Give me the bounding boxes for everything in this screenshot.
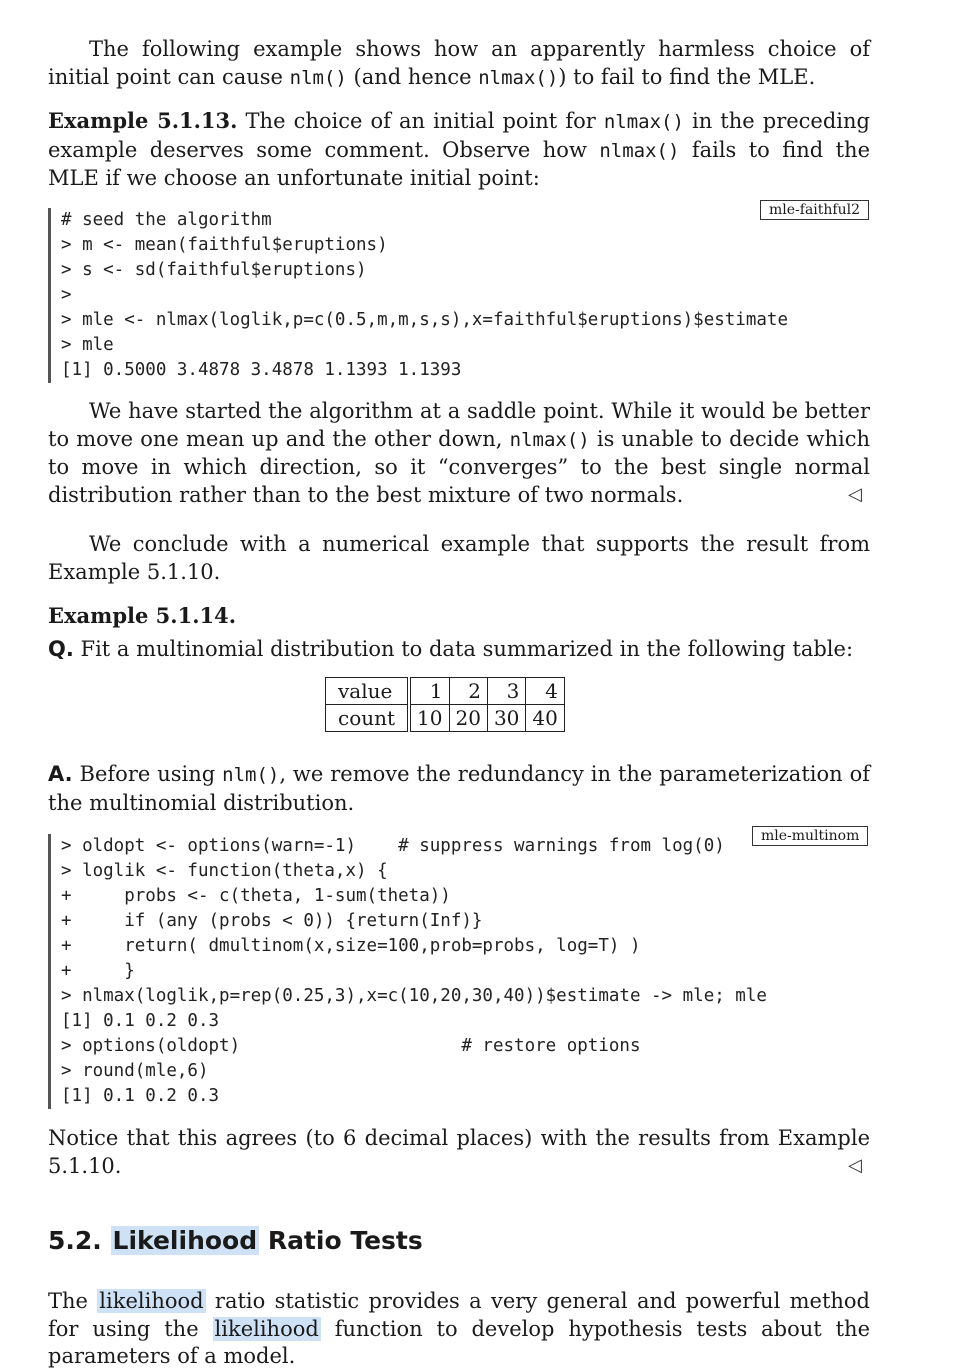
code-line: > mle [61,335,114,355]
code-nlmax: nlmax() [478,66,559,89]
text: The choice of an initial point for [237,109,604,133]
end-of-example-triangle-icon: ◁ [848,484,862,505]
code-line: [1] 0.5000 3.4878 3.4878 1.1393 1.1393 [61,360,462,380]
code-line: > oldopt <- options(warn=-1) # suppress warnings from log(0) [61,836,725,856]
code-line: + if (any (probs < 0)) {return(Inf)} [61,911,483,931]
code-line: > loglik <- function(theta,x) { [61,861,388,881]
table-cell: 2 [449,678,487,705]
text: is unable to decide which to move in which direction, so it “converges” to the best single normal distribution rather than to the best mixture of two normals. [48,426,870,507]
highlighted-term: likelihood [99,1289,204,1313]
section-number: 5.2. [48,1226,102,1255]
code-block-mle-multinom [48,834,767,1109]
answer-label: A. [48,762,73,786]
question [48,636,870,664]
code-block-mle-faithful2 [48,208,788,383]
table-cell: 3 [487,678,525,705]
code-nlmax: nlmax() [603,111,684,133]
text: The following example shows how an apparently harmless choice of initial point can cause [48,37,870,89]
table-cell: 10 [409,705,449,732]
code-nlm: nlm() [289,66,347,89]
text: We have started the algorithm at a saddle point. While it would be better to move one mean up and the other down, [48,399,870,451]
code-nlm: nlm() [222,764,280,786]
text: , we remove the redundancy in the parameterization of the multinomial distribution. [48,762,870,815]
table-cell: 20 [449,705,487,732]
highlighted-term: likelihood [214,1316,319,1341]
code-nlmax: nlmax() [509,428,590,451]
text: ) to fail to find the MLE. [558,64,816,89]
code-tag-mle-faithful2: mle-faithful2 [760,200,869,220]
code-tag-mle-multinom: mle-multinom [752,826,868,846]
code-line: # seed the algorithm [61,210,272,230]
code-line: + probs <- c(theta, 1-sum(theta)) [61,886,451,906]
code-line: > s <- sd(faithful$eruptions) [61,260,367,280]
code-nlmax: nlmax() [599,139,680,162]
code-line: + } [61,961,135,981]
code-line: > m <- mean(faithful$eruptions) [61,235,388,255]
text: Before using [72,762,223,786]
code-line: > options(oldopt) # restore options [61,1036,641,1056]
agreement-paragraph: Notice that this agrees (to 6 decimal places) with the results from Example 5.1.10. [48,1126,870,1178]
table-row [326,705,565,732]
table-cell: 4 [526,678,564,705]
table-row-label: value [326,678,410,705]
table-cell: 40 [526,705,564,732]
table-cell: 30 [487,705,525,732]
section-intro-paragraph [48,1288,870,1371]
table-row [326,678,565,705]
text: (and hence [346,64,479,89]
code-line: > [61,285,72,305]
question-label: Q. [48,637,74,661]
example-label: Example 5.1.13. [48,108,238,133]
text: in the preceding example deserves some comment. Observe how [48,109,870,162]
section-title: Ratio Tests [259,1226,423,1255]
text: The [48,1289,98,1313]
saddle-point-paragraph [48,398,870,509]
table-row-label: count [326,705,410,732]
code-line: > nlmax(loglik,p=rep(0.25,3),x=c(10,20,30,40))$estimate -> mle; mle [61,986,767,1006]
code-line: + return( dmultinom(x,size=100,prob=probs, log=T) ) [61,936,641,956]
text: ratio statistic provides a very general and powerful method for using the [48,1289,871,1341]
code-line: [1] 0.1 0.2 0.3 [61,1086,220,1106]
text: function to develop hypothesis tests about the parameters of a model. [48,1316,871,1368]
intro-paragraph [48,36,870,92]
example-5-1-13 [48,107,870,193]
example-5-1-14-label [48,602,236,631]
code-line: [1] 0.1 0.2 0.3 [61,1011,220,1031]
code-line: > round(mle,6) [61,1061,209,1081]
highlighted-term: Likelihood [112,1226,258,1255]
text: fails to find the MLE if we choose an unfortunate initial point: [48,137,870,190]
code-line: > mle <- nlmax(loglik,p=c(0.5,m,m,s,s),x=faithful$eruptions)$estimate [61,310,788,330]
answer [48,761,870,817]
section-heading [48,1226,423,1255]
multinomial-data-table [325,677,565,732]
table-cell: 1 [409,678,449,705]
text: Fit a multinomial distribution to data summarized in the following table: [73,637,854,661]
end-of-example-triangle-icon: ◁ [848,1155,862,1176]
example-label: Example 5.1.14. [48,603,237,628]
conclude-paragraph: We conclude with a numerical example that supports the result from Example 5.1.10. [48,532,870,584]
